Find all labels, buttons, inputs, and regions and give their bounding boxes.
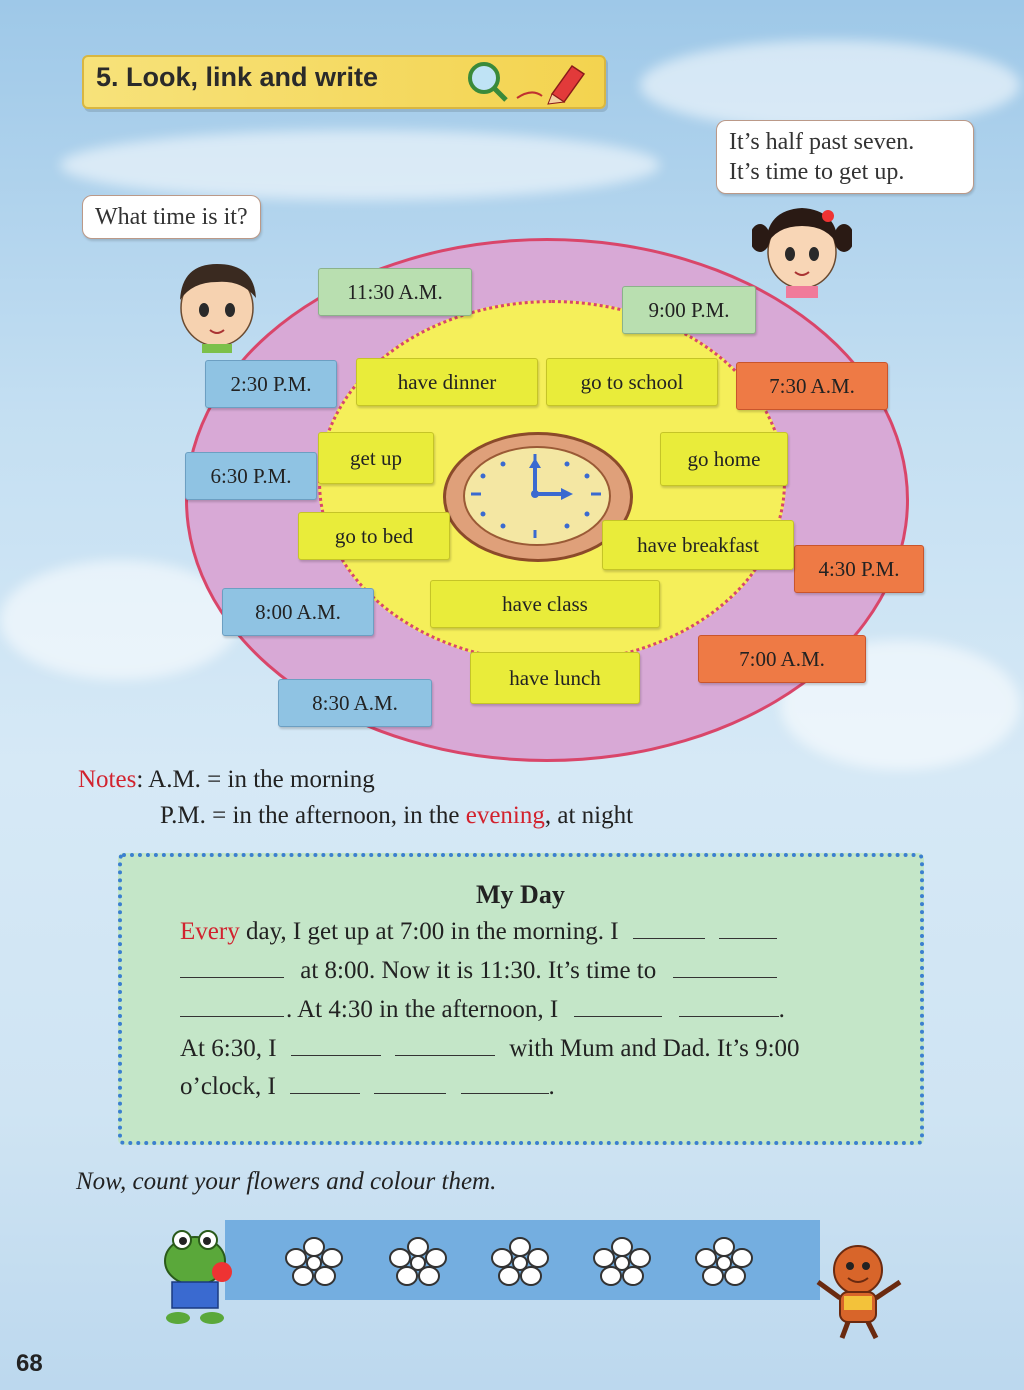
activity-label[interactable]: go to school: [546, 358, 718, 406]
answer-blank[interactable]: [374, 1073, 446, 1094]
boy-character: [172, 258, 262, 353]
every-word: Every: [180, 918, 240, 945]
notes-pm-prefix: P.M. = in the afternoon, in the: [160, 802, 466, 829]
answer-blank[interactable]: [633, 918, 705, 939]
answer-blank[interactable]: [395, 1035, 495, 1056]
answer-blank[interactable]: [291, 1035, 381, 1056]
time-label[interactable]: 2:30 P.M.: [205, 360, 337, 408]
time-label[interactable]: 7:30 A.M.: [736, 362, 888, 410]
clock-icon: [463, 446, 611, 546]
activity-label[interactable]: get up: [318, 432, 434, 484]
time-label[interactable]: 9:00 P.M.: [622, 286, 756, 334]
cloud-decoration: [60, 130, 660, 200]
activity-label[interactable]: go home: [660, 432, 788, 486]
boy-speech-bubble: [82, 195, 261, 239]
answer-blank[interactable]: [461, 1073, 549, 1094]
answer-blank[interactable]: [673, 957, 777, 978]
activity-label[interactable]: have dinner: [356, 358, 538, 406]
girl-line-1: It’s half past seven.: [729, 129, 915, 155]
time-label[interactable]: 11:30 A.M.: [318, 268, 472, 316]
time-label[interactable]: 6:30 P.M.: [185, 452, 317, 500]
notes-am: [78, 766, 375, 794]
boy-question: What time is it?: [95, 204, 248, 230]
activity-label[interactable]: have breakfast: [602, 520, 794, 570]
girl-character: [752, 198, 852, 298]
answer-blank[interactable]: [574, 996, 662, 1017]
line-2-text: at 8:00. Now it is 11:30. It’s time to: [300, 957, 657, 984]
flower-icon[interactable]: [284, 1236, 344, 1286]
answer-blank[interactable]: [180, 996, 284, 1017]
notes-am-text: : A.M. = in the morning: [136, 766, 375, 793]
time-label[interactable]: 4:30 P.M.: [794, 545, 924, 593]
answer-blank[interactable]: [719, 918, 777, 939]
time-label[interactable]: 8:30 A.M.: [278, 679, 432, 727]
girl-speech-bubble: [716, 120, 974, 194]
line-4-text-a: At 6:30, I: [180, 1035, 277, 1062]
activity-label[interactable]: have lunch: [470, 652, 640, 704]
answer-blank[interactable]: [679, 996, 779, 1017]
bear-character: [808, 1240, 908, 1340]
time-label[interactable]: 8:00 A.M.: [222, 588, 374, 636]
line-5-text: o’clock, I: [180, 1073, 276, 1100]
flower-icon[interactable]: [592, 1236, 652, 1286]
flower-icon[interactable]: [694, 1236, 754, 1286]
notes-label: Notes: [78, 766, 137, 793]
answer-blank[interactable]: [290, 1073, 360, 1094]
my-day-line-3: . At 4:30 in the afternoon, I .: [180, 996, 785, 1024]
flower-instruction: Now, count your flowers and colour them.: [76, 1168, 497, 1195]
line-4-text-b: with Mum and Dad. It’s 9:00: [509, 1035, 800, 1062]
girl-line-2: It’s time to get up.: [729, 159, 905, 185]
flower-icon[interactable]: [388, 1236, 448, 1286]
my-day-line-5: o’clock, I .: [180, 1073, 555, 1100]
notes-pm: [160, 802, 633, 830]
notes-pm-suffix: , at night: [544, 802, 634, 829]
cloud-decoration: [640, 40, 1020, 130]
flower-icon[interactable]: [490, 1236, 550, 1286]
answer-blank[interactable]: [180, 957, 284, 978]
section-title: 5. Look, link and write: [96, 62, 379, 92]
frog-character: [150, 1226, 240, 1326]
activity-label[interactable]: go to bed: [298, 512, 450, 560]
my-day-line-2: [180, 957, 777, 985]
my-day-line-1: [180, 918, 777, 946]
my-day-title: My Day: [476, 880, 565, 909]
time-label[interactable]: 7:00 A.M.: [698, 635, 866, 683]
magnifier-pencil-icon: [462, 58, 592, 106]
line-1-text: day, I get up at 7:00 in the morning. I: [239, 918, 619, 945]
notes-pm-highlight: evening: [465, 802, 545, 829]
my-day-line-4: [180, 1035, 800, 1063]
activity-label[interactable]: have class: [430, 580, 660, 628]
line-3-text: . At 4:30 in the afternoon, I: [286, 996, 559, 1023]
page-number: 68: [16, 1350, 43, 1377]
